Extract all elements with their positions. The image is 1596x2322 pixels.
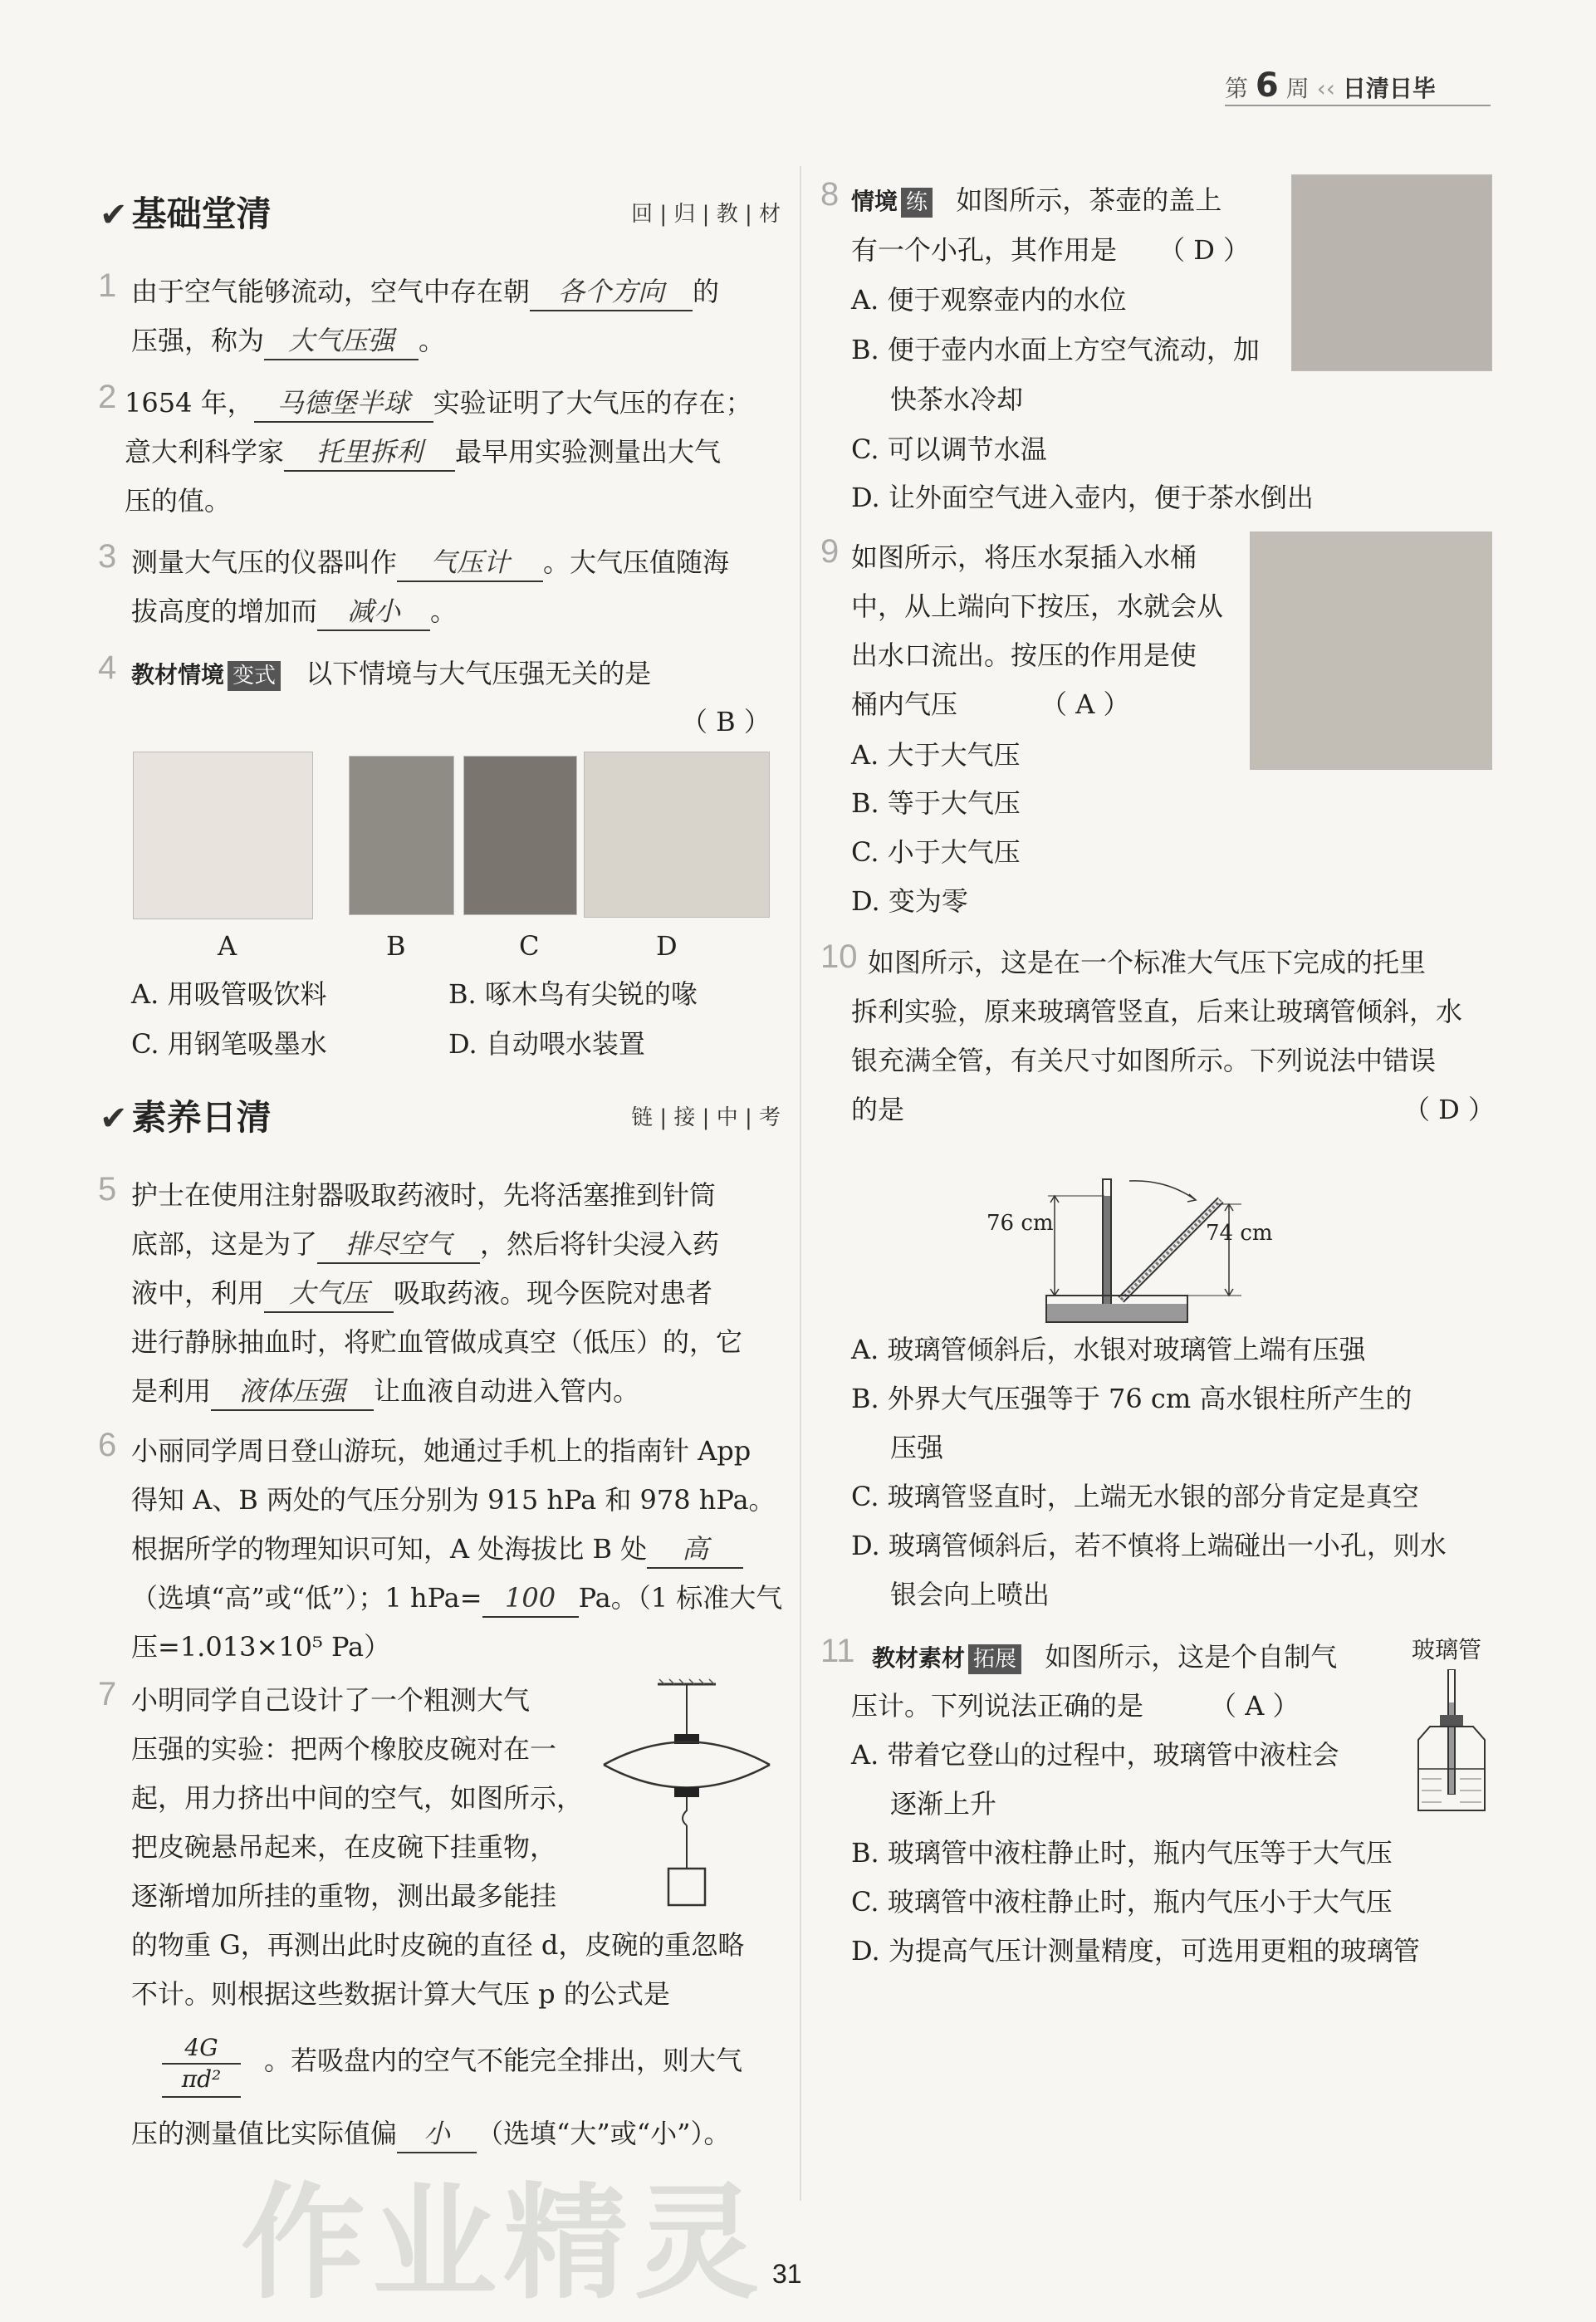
q10-stem-2: 拆利实验，原来玻璃管竖直，后来让玻璃管倾斜，水 银充满全管，有关尺寸如图所示。下列说法中错误 的是: [851, 996, 1463, 1125]
q2-number: 2: [98, 379, 117, 415]
figure-water-pump: [1250, 532, 1492, 770]
q6-answer-1: 高: [647, 1531, 743, 1569]
page-header: 第 6 周 ‹‹ 日清日毕: [1225, 66, 1436, 105]
figure-b-woodpecker: [349, 756, 454, 915]
q11-answer: （ A ）: [1210, 1690, 1300, 1722]
q7-text-2: 。若吸盘内的空气不能完全排出，则大气: [264, 2045, 743, 2076]
q8-option-b: B. 便于壶内水面上方空气流动，加: [851, 334, 1260, 365]
fig-label-b: B: [386, 930, 406, 962]
section-header-literacy: [100, 1090, 781, 1140]
q4-option-a: A. 用吸管吸饮料: [131, 978, 327, 1010]
q9-option-d: D. 变为零: [851, 885, 968, 917]
q10-option-d-cont: 银会向上喷出: [890, 1579, 1050, 1610]
q8-option-a: A. 便于观察壶内的水位: [851, 284, 1127, 316]
figure-d-chicken-waterer: [584, 752, 770, 918]
formula-denominator: πd²: [181, 2065, 222, 2093]
q7-formula: [162, 2033, 241, 2094]
torricelli-diagram: [1030, 1171, 1279, 1337]
q11-option-b: B. 玻璃管中液柱静止时，瓶内气压等于大气压: [851, 1837, 1393, 1869]
header-brand: 日清日毕: [1342, 75, 1436, 102]
q1-text: 由于空气能够流动，空气中存在朝 各个方向 的 压强，称为 大气压强 。: [131, 267, 779, 365]
q7-answer-2: 小: [397, 2115, 477, 2153]
q10-answer: （ D ）: [1403, 1094, 1496, 1125]
q11-option-c: C. 玻璃管中液柱静止时，瓶内气压小于大气压: [851, 1886, 1393, 1918]
q6-text: 小丽同学周日登山游玩，她通过手机上的指南针 App 得知 A、B 两处的气压分别为 915 hPa 和 978 hPa。 根据所学的物理知识可知，A 处海拔比 B 处 高 （选填“高”或“低”）；1 hPa= 100 Pa。（1 标准大气 压=1.013×10⁵ Pa）: [131, 1435, 783, 1663]
header-di: 第: [1225, 75, 1249, 102]
fig-label-c: C: [519, 930, 540, 962]
header-rule: [1225, 105, 1491, 106]
fig-label-a: A: [218, 930, 237, 962]
q6-number: 6: [98, 1427, 117, 1463]
q7-number: 7: [98, 1676, 117, 1712]
section-tag: 链 | 接 | 中 | 考: [631, 1105, 781, 1130]
q11-option-d: D. 为提高气压计测量精度，可选用更粗的玻璃管: [851, 1935, 1420, 1967]
q9-number: 9: [820, 533, 840, 570]
q9-stem: 如图所示，将压水泵插入水桶 中，从上端向下按压，水就会从 出水口流出。按压的作用是使 桶内气压 （ A ）: [851, 541, 1224, 720]
q10-option-b-cont: 压强: [890, 1432, 944, 1463]
q5-answer-3: 液体压强: [211, 1373, 374, 1411]
q10-option-d: D. 玻璃管倾斜后，若不慎将上端碰出一小孔，则水: [851, 1530, 1447, 1561]
header-zhou: 周: [1285, 75, 1310, 102]
q10-number: 10: [820, 938, 858, 975]
section-title: 素养日清: [131, 1098, 272, 1137]
check-pen-icon: ✔: [100, 1100, 128, 1138]
q10-option-c: C. 玻璃管竖直时，上端无水银的部分肯定是真空: [851, 1481, 1419, 1512]
check-pen-icon: ✔: [100, 196, 128, 234]
q1-answer-2: 大气压强: [264, 322, 419, 360]
section-tag: 回 | 归 | 教 | 材: [631, 202, 781, 227]
label-74cm: 74 cm: [1206, 1221, 1273, 1246]
q4-option-b: B. 啄木鸟有尖锐的喙: [448, 978, 698, 1010]
q8-option-b-cont: 快茶水冷却: [890, 384, 1024, 415]
page-number: 31: [772, 2259, 802, 2289]
q3-text: 测量大气压的仪器叫作 气压计 。大气压值随海 拔高度的增加而 减小 。: [131, 538, 779, 636]
q9-answer: （ A ）: [1040, 688, 1130, 720]
section-header-basic: [100, 187, 781, 237]
q10-option-a: A. 玻璃管倾斜后，水银对玻璃管上端有压强: [851, 1334, 1366, 1365]
q1-number: 1: [98, 267, 117, 304]
homemade-barometer-diagram: [1412, 1669, 1495, 1815]
q10-stem: 如图所示，这是在一个标准大气压下完成的托里: [868, 947, 1427, 978]
q11-option-a-cont: 逐渐上升: [890, 1788, 997, 1820]
q11-option-a: A. 带着它登山的过程中，玻璃管中液柱会: [851, 1739, 1339, 1771]
suction-cup-diagram: [600, 1678, 774, 1918]
q7-text-3: 压的测量值比实际值偏 小 （选填“大”或“小”）。: [131, 2109, 787, 2158]
q4-number: 4: [98, 649, 117, 686]
q7-text: 小明同学自己设计了一个粗测大气 压强的实验：把两个橡胶皮碗对在一 起，用力挤出中间的空气，如图所示， 把皮碗悬吊起来，在皮碗下挂重物， 逐渐增加所挂的重物，测出最多能挂 的物重 G，再测出此时皮碗的直径 d，皮碗的重忽略 不计。则根据这些数据计算大气压 p 的公式是: [131, 1684, 745, 2010]
watermark: 作业精灵: [241, 2172, 766, 2316]
q8-option-c: C. 可以调节水温: [851, 434, 1047, 465]
q1-answer-1: 各个方向: [530, 273, 693, 311]
figure-teapot-lid: [1291, 174, 1492, 371]
section-title: 基础堂清: [131, 194, 272, 233]
q5-number: 5: [98, 1171, 117, 1208]
q11-number: 11: [820, 1633, 855, 1669]
figure-a-drinking-straw: [133, 752, 313, 919]
q10-option-b: B. 外界大气压强等于 76 cm 高水银柱所产生的: [851, 1383, 1412, 1414]
q6-answer-2: 100: [482, 1580, 579, 1618]
q2-text: 1654 年， 马德堡半球 实验证明了大气压的存在； 意大利科学家 托里拆利 最早用实验测量出大气 压的值。: [125, 379, 781, 526]
q2-answer-1: 马德堡半球: [254, 385, 433, 423]
q3-number: 3: [98, 538, 117, 575]
q5-answer-1: 排尽空气: [317, 1226, 480, 1264]
q4-answer: （ B ）: [681, 706, 771, 737]
label-76cm: 76 cm: [986, 1211, 1054, 1236]
q8-option-d: D. 让外面空气进入壶内，便于茶水倒出: [851, 482, 1314, 513]
q3-answer-1: 气压计: [397, 544, 543, 582]
q4-option-d: D. 自动喂水装置: [448, 1028, 645, 1060]
fig-label-glass-tube: 玻璃管: [1412, 1636, 1482, 1663]
q5-text: 护士在使用注射器吸取药液时，先将活塞推到针筒 底部，这是为了 排尽空气 ，然后将针尖浸入药 液中，利用 大气压 吸取药液。现今医院对患者 进行静脉抽血时，将贮血管做成真空（低压）的，它 是利用 液体压强 让血液自动进入管内。: [131, 1171, 779, 1416]
q9-option-b: B. 等于大气压: [851, 787, 1021, 819]
q2-answer-2: 托里拆利: [284, 434, 455, 472]
q8-stem: 情境 练 如图所示，茶壶的盖上 有一个小孔，其作用是 （ D ）: [851, 184, 1251, 266]
q9-option-c: C. 小于大气压: [851, 836, 1021, 868]
q7-answer-underline: [162, 2096, 241, 2098]
q11-stem-2: 压计。下列说法正确的是 （ A ）: [851, 1690, 1300, 1722]
q9-option-a: A. 大于大气压: [851, 739, 1021, 771]
figure-c-fountain-pen-ink: [463, 756, 577, 915]
column-divider: [800, 166, 801, 2201]
formula-numerator: 4G: [162, 2033, 241, 2065]
header-week-num: 6: [1255, 66, 1279, 105]
fig-label-d: D: [656, 930, 678, 962]
q11-stem: 教材素材 拓展 如图所示，这是个自制气: [872, 1641, 1338, 1673]
q8-number: 8: [820, 176, 840, 213]
q3-answer-2: 减小: [317, 593, 430, 631]
q5-answer-2: 大气压: [264, 1275, 394, 1313]
q4-option-c: C. 用钢笔吸墨水: [131, 1028, 327, 1060]
q8-answer: （ D ）: [1158, 234, 1251, 266]
q4-stem: 教材情境 变式 以下情境与大气压强无关的是: [131, 658, 652, 689]
